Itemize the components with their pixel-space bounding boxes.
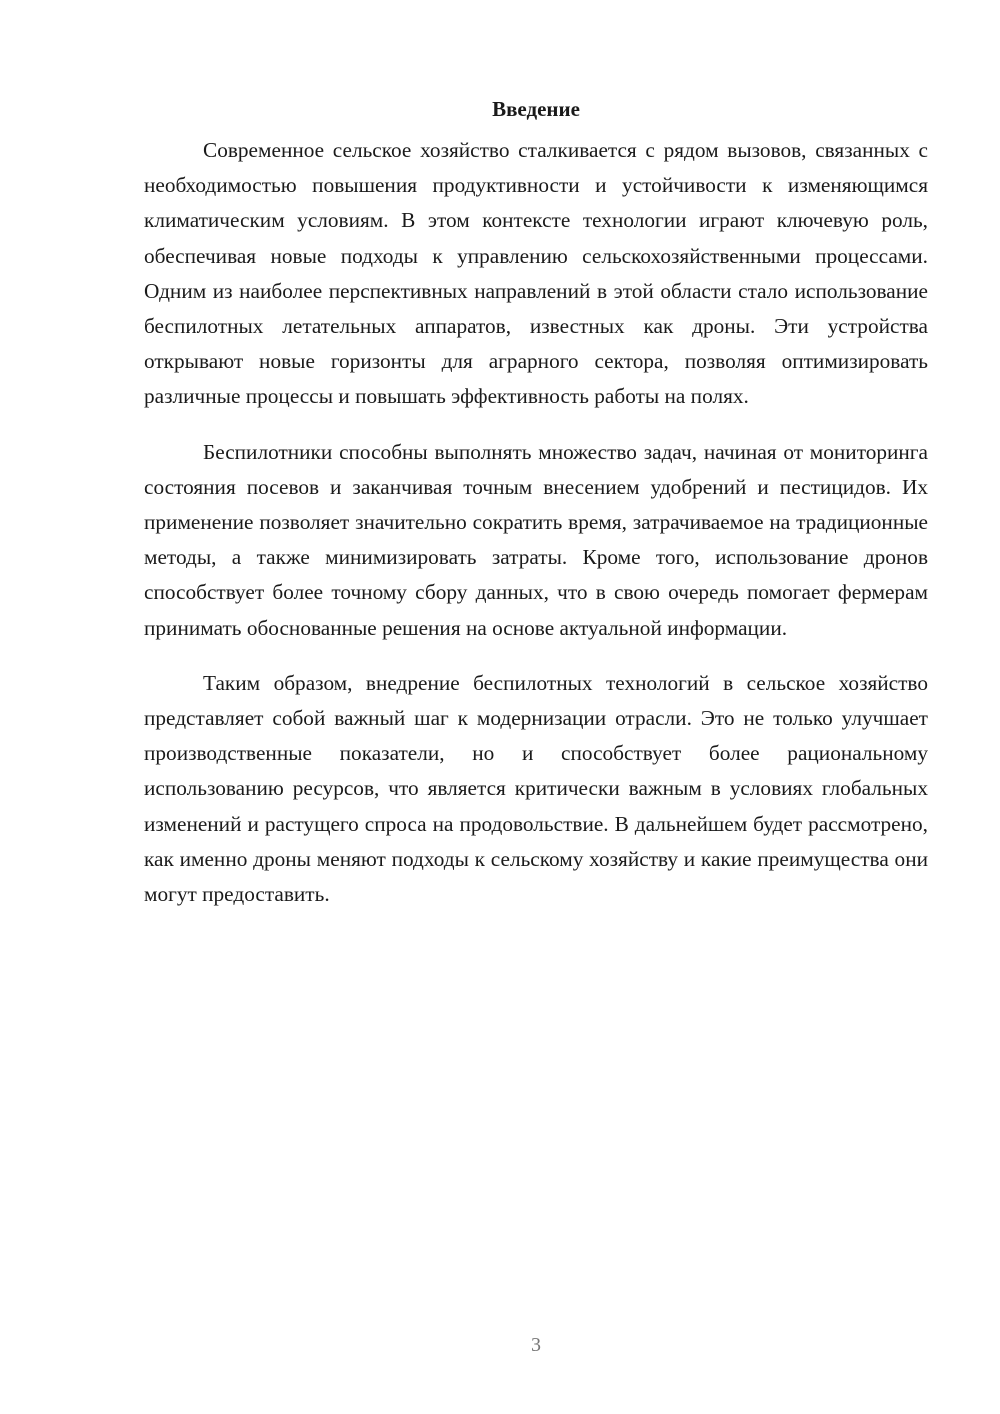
paragraph-2: Беспилотники способны выполнять множество задач, начиная от мониторинга состояния посевов и заканчивая точным внесением удобрений и пестицидов. Их применение позволяет значительно сократить время, затрачиваемое на традиционные методы, а также минимизировать затраты. Кроме того, использование дронов способствует более точному сбору данных, что в свою очередь помогает фермерам принимать обоснованные решения на основе актуальной информации.: [144, 439, 928, 640]
paragraph-1: Современное сельское хозяйство сталкивается с рядом вызовов, связанных с необходимостью повышения продуктивности и устойчивости к изменяющимся климатическим условиям. В этом контексте технологии играют ключевую роль, обеспечивая новые подходы к управлению сельскохозяйственными процессами. Одним из наиболее перспективных направлений в этой области стало использование беспилотных летательных аппаратов, известных как дроны. Эти устройства открывают новые горизонты для аграрного сектора, позволяя оптимизировать различные процессы и повышать эффективность работы на полях.: [144, 138, 928, 409]
paragraph-3: Таким образом, внедрение беспилотных технологий в сельское хозяйство представляет собой важный шаг к модернизации отрасли. Это не только улучшает производственные показатели, но и способствует более рациональному использованию ресурсов, что является критически важным в условиях глобальных изменений и растущего спроса на продовольствие. В дальнейшем будет рассмотрено, как именно дроны меняют подходы к сельскому хозяйству и какие преимущества они могут предоставить.: [144, 670, 928, 907]
page-number: 3: [531, 1334, 541, 1356]
page-content: [144, 92, 928, 932]
section-heading: Введение: [492, 97, 580, 121]
